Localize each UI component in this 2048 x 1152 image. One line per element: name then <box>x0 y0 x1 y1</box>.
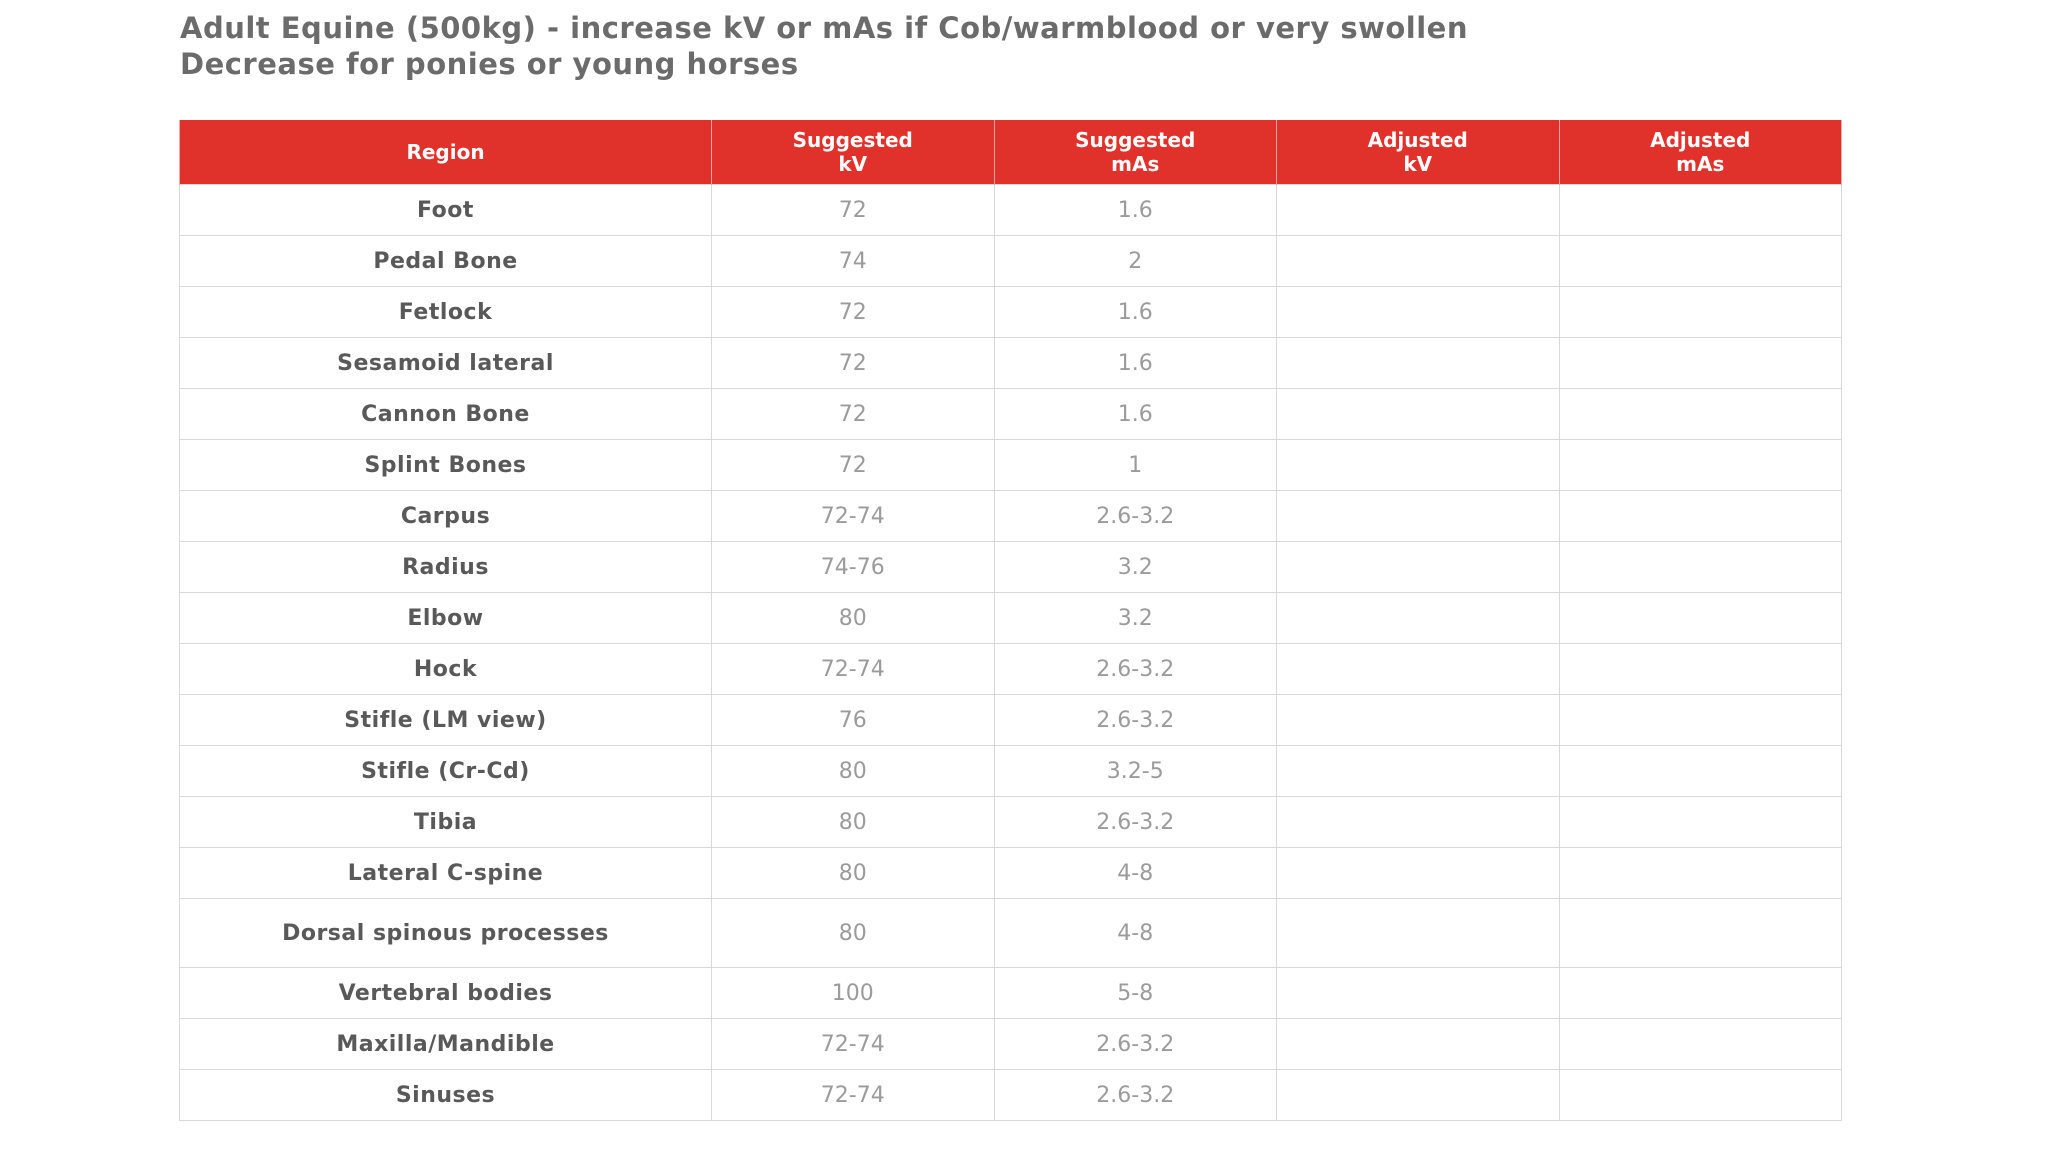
suggested-kv-cell: 72 <box>712 338 995 389</box>
adjusted-kv-cell[interactable] <box>1277 899 1560 968</box>
suggested-kv-cell: 74 <box>712 236 995 287</box>
adjusted-mas-cell[interactable] <box>1559 491 1842 542</box>
region-cell: Foot <box>180 185 712 236</box>
suggested-kv-cell: 76 <box>712 695 995 746</box>
table-row <box>180 236 1842 287</box>
adjusted-mas-cell[interactable] <box>1559 287 1842 338</box>
suggested-mas-cell: 5-8 <box>994 968 1277 1019</box>
adjusted-kv-cell[interactable] <box>1277 797 1560 848</box>
table-row <box>180 968 1842 1019</box>
region-cell: Maxilla/Mandible <box>180 1019 712 1070</box>
suggested-mas-cell: 2.6-3.2 <box>994 695 1277 746</box>
table-body <box>180 185 1842 1121</box>
suggested-mas-cell: 3.2 <box>994 542 1277 593</box>
region-cell: Tibia <box>180 797 712 848</box>
suggested-kv-cell: 72-74 <box>712 1019 995 1070</box>
table-row <box>180 746 1842 797</box>
adjusted-kv-cell[interactable] <box>1277 287 1560 338</box>
table-row <box>180 695 1842 746</box>
header-region-label: Region <box>406 140 485 164</box>
table-row <box>180 797 1842 848</box>
header-adjusted-mas-line1: Adjusted <box>1650 128 1751 152</box>
suggested-mas-cell: 4-8 <box>994 899 1277 968</box>
adjusted-mas-cell[interactable] <box>1559 848 1842 899</box>
adjusted-kv-cell[interactable] <box>1277 695 1560 746</box>
suggested-mas-cell: 1.6 <box>994 338 1277 389</box>
adjusted-mas-cell[interactable] <box>1559 1019 1842 1070</box>
adjusted-kv-cell[interactable] <box>1277 338 1560 389</box>
exposure-table-container <box>179 120 1841 1121</box>
region-cell: Vertebral bodies <box>180 968 712 1019</box>
region-cell: Sinuses <box>180 1070 712 1121</box>
adjusted-mas-cell[interactable] <box>1559 695 1842 746</box>
table-row <box>180 1070 1842 1121</box>
region-cell: Splint Bones <box>180 440 712 491</box>
region-cell: Elbow <box>180 593 712 644</box>
suggested-kv-cell: 80 <box>712 899 995 968</box>
heading-line-1: Adult Equine (500kg) - increase kV or mAs if Cob/warmblood or very swollen <box>180 11 1468 45</box>
table-row <box>180 848 1842 899</box>
region-cell: Carpus <box>180 491 712 542</box>
adjusted-kv-cell[interactable] <box>1277 542 1560 593</box>
adjusted-kv-cell[interactable] <box>1277 1070 1560 1121</box>
table-header <box>180 120 1842 185</box>
region-cell: Sesamoid lateral <box>180 338 712 389</box>
header-adjusted-kv <box>1277 120 1560 185</box>
header-suggested-mas <box>994 120 1277 185</box>
region-cell: Stifle (LM view) <box>180 695 712 746</box>
header-suggested-kv-line2: kV <box>838 152 868 176</box>
adjusted-kv-cell[interactable] <box>1277 593 1560 644</box>
region-cell: Fetlock <box>180 287 712 338</box>
suggested-kv-cell: 100 <box>712 968 995 1019</box>
suggested-kv-cell: 72 <box>712 287 995 338</box>
adjusted-kv-cell[interactable] <box>1277 746 1560 797</box>
adjusted-kv-cell[interactable] <box>1277 440 1560 491</box>
table-row <box>180 542 1842 593</box>
adjusted-mas-cell[interactable] <box>1559 899 1842 968</box>
header-adjusted-mas-line2: mAs <box>1676 152 1725 176</box>
region-cell: Lateral C-spine <box>180 848 712 899</box>
adjusted-mas-cell[interactable] <box>1559 644 1842 695</box>
adjusted-kv-cell[interactable] <box>1277 1019 1560 1070</box>
adjusted-mas-cell[interactable] <box>1559 746 1842 797</box>
suggested-kv-cell: 80 <box>712 797 995 848</box>
suggested-mas-cell: 2.6-3.2 <box>994 797 1277 848</box>
table-row <box>180 287 1842 338</box>
adjusted-mas-cell[interactable] <box>1559 1070 1842 1121</box>
adjusted-mas-cell[interactable] <box>1559 389 1842 440</box>
suggested-kv-cell: 72 <box>712 389 995 440</box>
region-cell: Pedal Bone <box>180 236 712 287</box>
table-row <box>180 491 1842 542</box>
adjusted-mas-cell[interactable] <box>1559 440 1842 491</box>
table-row <box>180 338 1842 389</box>
heading-line-2: Decrease for ponies or young horses <box>180 47 799 81</box>
header-suggested-mas-line2: mAs <box>1111 152 1160 176</box>
adjusted-mas-cell[interactable] <box>1559 968 1842 1019</box>
adjusted-kv-cell[interactable] <box>1277 968 1560 1019</box>
header-suggested-kv <box>712 120 995 185</box>
suggested-kv-cell: 80 <box>712 593 995 644</box>
suggested-kv-cell: 72 <box>712 440 995 491</box>
table-row <box>180 899 1842 968</box>
table-row <box>180 644 1842 695</box>
header-region <box>180 120 712 185</box>
header-adjusted-kv-line2: kV <box>1403 152 1433 176</box>
adjusted-mas-cell[interactable] <box>1559 593 1842 644</box>
region-cell: Hock <box>180 644 712 695</box>
table-row <box>180 1019 1842 1070</box>
region-cell: Dorsal spinous processes <box>180 899 712 968</box>
suggested-kv-cell: 72 <box>712 185 995 236</box>
suggested-kv-cell: 80 <box>712 848 995 899</box>
header-adjusted-kv-line1: Adjusted <box>1367 128 1468 152</box>
header-suggested-mas-line1: Suggested <box>1075 128 1196 152</box>
suggested-mas-cell: 2.6-3.2 <box>994 491 1277 542</box>
suggested-mas-cell: 1 <box>994 440 1277 491</box>
suggested-mas-cell: 2.6-3.2 <box>994 1019 1277 1070</box>
suggested-kv-cell: 72-74 <box>712 1070 995 1121</box>
suggested-kv-cell: 80 <box>712 746 995 797</box>
suggested-mas-cell: 2.6-3.2 <box>994 1070 1277 1121</box>
adjusted-kv-cell[interactable] <box>1277 236 1560 287</box>
suggested-mas-cell: 4-8 <box>994 848 1277 899</box>
adjusted-mas-cell[interactable] <box>1559 542 1842 593</box>
suggested-kv-cell: 72-74 <box>712 644 995 695</box>
region-cell: Stifle (Cr-Cd) <box>180 746 712 797</box>
suggested-kv-cell: 72-74 <box>712 491 995 542</box>
suggested-mas-cell: 1.6 <box>994 287 1277 338</box>
region-cell: Radius <box>180 542 712 593</box>
table-row <box>180 389 1842 440</box>
adjusted-mas-cell[interactable] <box>1559 338 1842 389</box>
region-cell: Cannon Bone <box>180 389 712 440</box>
suggested-mas-cell: 1.6 <box>994 185 1277 236</box>
adjusted-mas-cell[interactable] <box>1559 236 1842 287</box>
header-adjusted-mas <box>1559 120 1842 185</box>
header-suggested-kv-line1: Suggested <box>792 128 913 152</box>
suggested-kv-cell: 74-76 <box>712 542 995 593</box>
adjusted-kv-cell[interactable] <box>1277 848 1560 899</box>
table-row <box>180 185 1842 236</box>
suggested-mas-cell: 1.6 <box>994 389 1277 440</box>
header-row <box>180 120 1842 185</box>
suggested-mas-cell: 3.2 <box>994 593 1277 644</box>
table-row <box>180 440 1842 491</box>
suggested-mas-cell: 3.2-5 <box>994 746 1277 797</box>
adjusted-kv-cell[interactable] <box>1277 389 1560 440</box>
suggested-mas-cell: 2 <box>994 236 1277 287</box>
exposure-table <box>179 120 1842 1121</box>
table-row <box>180 593 1842 644</box>
adjusted-kv-cell[interactable] <box>1277 644 1560 695</box>
page-heading <box>180 10 1468 82</box>
adjusted-kv-cell[interactable] <box>1277 185 1560 236</box>
adjusted-mas-cell[interactable] <box>1559 797 1842 848</box>
adjusted-mas-cell[interactable] <box>1559 185 1842 236</box>
suggested-mas-cell: 2.6-3.2 <box>994 644 1277 695</box>
adjusted-kv-cell[interactable] <box>1277 491 1560 542</box>
